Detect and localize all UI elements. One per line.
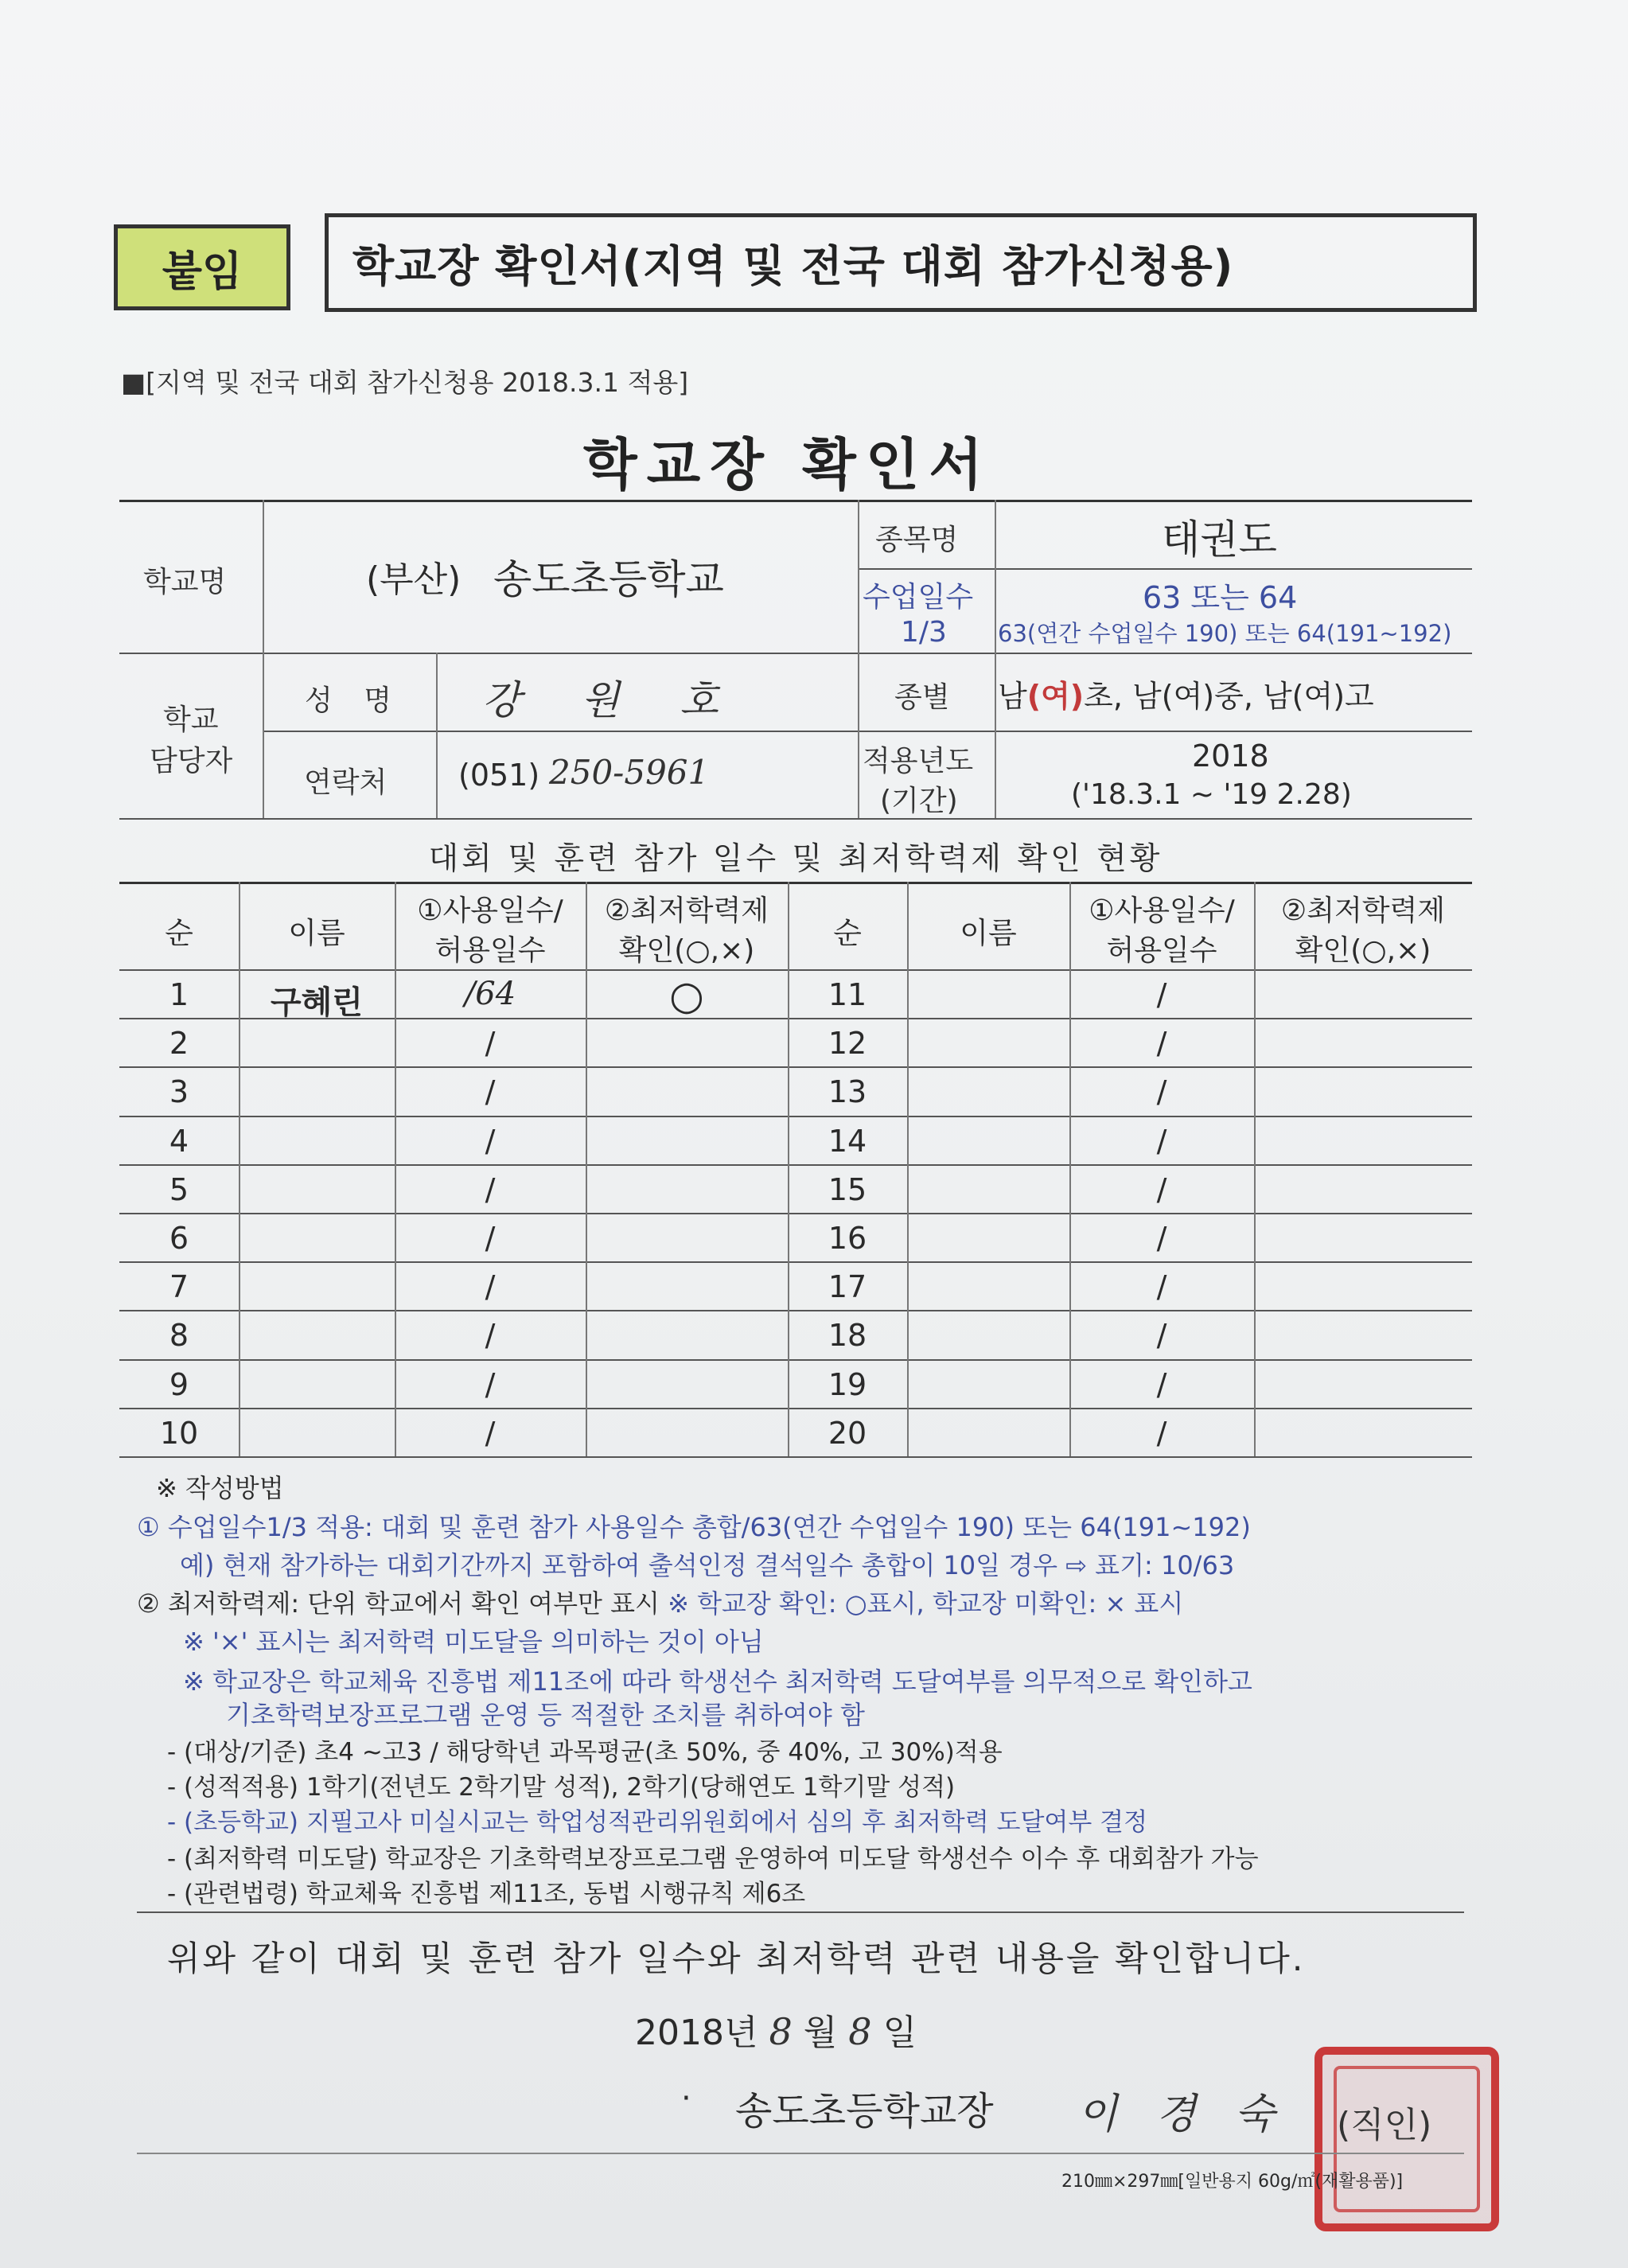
header-no-right: 순 [833, 916, 862, 950]
row-no-right: 15 [828, 1171, 867, 1207]
table-row-border [119, 1359, 1472, 1361]
row-days-left: / [485, 1366, 496, 1402]
row-no-right: 17 [828, 1269, 867, 1305]
instruction-1a: ① 수업일수1/3 적용: 대회 및 훈련 참가 사용일수 총합/63(연간 수업일수 190) 또는 64(191~192) [137, 1512, 1251, 1542]
info-line-contact [119, 818, 1472, 820]
row-name-left: 구혜린 [271, 984, 363, 1021]
row-no-right: 19 [828, 1366, 867, 1402]
row-no-right: 16 [828, 1221, 867, 1256]
info-line-sport [858, 568, 1472, 570]
row-days-right: / [1156, 1123, 1167, 1159]
row-no-left: 7 [169, 1269, 189, 1305]
doc-title: 학교장 확인서 [582, 432, 993, 497]
header-days-sub-right: 허용일수 [1106, 934, 1217, 967]
table-row-border [119, 1213, 1472, 1214]
header-name-left: 이름 [288, 916, 345, 950]
row-days-left: / [485, 1074, 496, 1110]
contact-prefix: (051) [458, 758, 540, 793]
header-name-right: 이름 [960, 916, 1017, 950]
row-days-left: / [485, 1318, 496, 1354]
instruction-bullet-3: - (초등학교) 지필고사 미실시교는 학업성적관리위원회에서 심의 후 최저학력 도달여부 결정 [167, 1808, 1148, 1837]
row-days-left: / [485, 1221, 496, 1256]
row-no-left: 9 [169, 1366, 189, 1402]
row-days-left: / [485, 1415, 496, 1451]
info-vline-4 [995, 500, 996, 818]
header-title: 학교장 확인서(지역 및 전국 대회 참가신청용) [325, 213, 1477, 312]
table-row-border [119, 1310, 1472, 1311]
header-days-right: ①사용일수/ [1089, 894, 1235, 927]
instruction-bullet-4: - (최저학력 미도달) 학교장은 기초학력보장프로그램 운영하여 미도달 학생선수 이수 후 대회참가 가능 [167, 1845, 1259, 1873]
info-top-border [119, 500, 1472, 502]
row-no-left: 10 [159, 1415, 199, 1451]
date-month: 8 [769, 2010, 793, 2053]
gender-label: 종별 [894, 681, 950, 714]
row-no-left: 1 [169, 977, 189, 1012]
class-days-label: 수업일수 [863, 581, 974, 614]
manager-label-2: 담당자 [150, 745, 233, 777]
class-days-value: 63 또는 64 [1143, 580, 1298, 615]
row-days-right: / [1156, 1318, 1167, 1354]
row-days-left: /64 [464, 976, 516, 1012]
table-row-border [119, 1164, 1472, 1166]
instruction-bullet-5: - (관련법령) 학교체육 진흥법 제11조, 동법 시행규칙 제6조 [167, 1880, 806, 1908]
row-no-right: 20 [828, 1415, 867, 1451]
version-note: ■[지역 및 전국 대회 참가신청용 2018.3.1 적용] [121, 367, 689, 398]
sport-label: 종목명 [875, 524, 959, 556]
row-days-left: / [485, 1171, 496, 1207]
school-region: (부산) [366, 559, 462, 600]
row-no-left: 3 [169, 1074, 189, 1110]
year-period: ('18.3.1 ~ '19 2.28) [1071, 778, 1352, 811]
table-header-border [119, 969, 1472, 971]
manager-label-1: 학교 [163, 703, 219, 736]
instructions-heading: ※ 작성방법 [156, 1473, 284, 1503]
table-row-border [119, 1066, 1472, 1068]
header-days-sub-left: 허용일수 [434, 934, 546, 967]
row-no-right: 13 [828, 1074, 867, 1110]
info-vline-1 [263, 500, 264, 818]
row-days-right: / [1156, 1074, 1167, 1110]
row-days-right: / [1156, 1221, 1167, 1256]
row-no-right: 12 [828, 1026, 867, 1062]
instruction-2a-text: ② 최저학력제: 단위 학교에서 확인 여부만 표시 [137, 1588, 660, 1619]
row-days-right: / [1156, 1171, 1167, 1207]
gender-selected: (여) [1026, 679, 1085, 714]
instructions-divider [137, 1911, 1464, 1913]
instruction-2d: 기초학력보장프로그램 운영 등 적절한 조치를 취하여야 함 [226, 1700, 865, 1730]
name-label: 성 명 [305, 684, 403, 717]
instruction-2a-blue: ※ 학교장 확인: ○표시, 학교장 미확인: × 표시 [668, 1588, 1184, 1619]
year-value: 2018 [1192, 738, 1269, 774]
info-vline-2 [436, 653, 438, 818]
row-no-left: 8 [169, 1318, 189, 1354]
header-check-sub-right: 확인(○,×) [1295, 934, 1431, 967]
class-days-label-fraction: 1/3 [901, 616, 947, 649]
header-days-left: ①사용일수/ [417, 894, 563, 927]
instruction-bullet-1: - (대상/기준) 초4 ~고3 / 해당학년 과목평균(초 50%, 중 40%, 고 30%)적용 [167, 1738, 1003, 1767]
year-label-period: (기간) [880, 785, 958, 817]
info-vline-3 [858, 500, 859, 818]
info-line-school [119, 653, 1472, 654]
gender-value [998, 672, 1374, 715]
principal-signature: 이 경 숙 [1077, 2091, 1287, 2138]
table-top-border [119, 882, 1472, 884]
principal-title: 송도초등학교장 [735, 2089, 994, 2134]
footer-divider [137, 2153, 1464, 2154]
row-no-left: 4 [169, 1123, 189, 1159]
contact-number-handwritten: 250-5961 [549, 753, 710, 792]
row-days-right: / [1156, 977, 1167, 1012]
year-label: 적용년도 [863, 745, 974, 777]
signature-bullet: · [681, 2080, 691, 2117]
table-column-border [239, 882, 240, 1456]
row-no-left: 6 [169, 1221, 189, 1256]
row-days-right: / [1156, 1415, 1167, 1451]
manager-name-handwritten: 강 원 호 [482, 677, 742, 723]
header-check-sub-left: 확인(○,×) [618, 934, 755, 967]
row-days-left: / [485, 1123, 496, 1159]
table-row-border [119, 1261, 1472, 1263]
row-days-left: / [485, 1269, 496, 1305]
table-row-border [119, 1116, 1472, 1117]
school-label: 학교명 [143, 566, 227, 598]
row-days-left: / [485, 1026, 496, 1062]
header-check-right: ②최저학력제 [1280, 894, 1446, 927]
row-no-left: 2 [169, 1026, 189, 1062]
sport-value: 태권도 [1162, 516, 1277, 563]
date-month-unit: 월 [803, 2013, 838, 2053]
table-row-border [119, 1456, 1472, 1458]
row-no-right: 11 [828, 977, 867, 1012]
date-year: 2018년 [635, 2013, 758, 2053]
instruction-2c: ※ 학교장은 학교체육 진흥법 제11조에 따라 학생선수 최저학력 도달여부를 의무적으로 확인하고 [183, 1666, 1252, 1697]
header-no-left: 순 [165, 916, 193, 950]
header-check-left: ②최저학력제 [604, 894, 769, 927]
contact-label: 연락처 [304, 766, 388, 799]
section-title: 대회 및 훈련 참가 일수 및 최저학력제 확인 현황 [428, 841, 1163, 877]
date-day: 8 [848, 2010, 872, 2053]
row-check-left: ○ [669, 972, 704, 1019]
gender-male: 남 [998, 679, 1027, 714]
school-name: 송도초등학교 [493, 556, 724, 602]
row-days-right: / [1156, 1366, 1167, 1402]
date-day-unit: 일 [882, 2013, 917, 2053]
row-no-right: 18 [828, 1318, 867, 1354]
row-no-right: 14 [828, 1123, 867, 1159]
instruction-1b: 예) 현재 참가하는 대회기간까지 포함하여 출석인정 결석일수 총합이 10일 경우 ⇨ 표기: 10/63 [180, 1550, 1235, 1580]
seal-label: (직인) [1337, 2105, 1432, 2145]
instruction-2a [137, 1584, 1183, 1620]
info-line-name [263, 731, 1472, 732]
instruction-bullet-2: - (성적적용) 1학기(전년도 2학기말 성적), 2학기(당해연도 1학기말 성적) [167, 1773, 956, 1802]
class-days-note: 63(연간 수업일수 190) 또는 64(191~192) [998, 620, 1452, 647]
row-days-right: / [1156, 1269, 1167, 1305]
confirm-statement: 위와 같이 대회 및 훈련 참가 일수와 최저학력 관련 내용을 확인합니다. [167, 1939, 1306, 1979]
row-days-right: / [1156, 1026, 1167, 1062]
gender-rest: 초, 남(여)중, 남(여)고 [1084, 679, 1374, 714]
row-no-left: 5 [169, 1171, 189, 1207]
paper-spec-note: 210㎜×297㎜[일반용지 60g/㎡(재활용품)] [1061, 2172, 1404, 2192]
attachment-label: 붙임 [114, 224, 290, 310]
table-row-border [119, 1408, 1472, 1409]
instruction-2b: ※ '×' 표시는 최저학력 미도달을 의미하는 것이 아님 [183, 1627, 764, 1657]
table-column-border [907, 882, 909, 1456]
confirm-date [635, 2004, 917, 2055]
